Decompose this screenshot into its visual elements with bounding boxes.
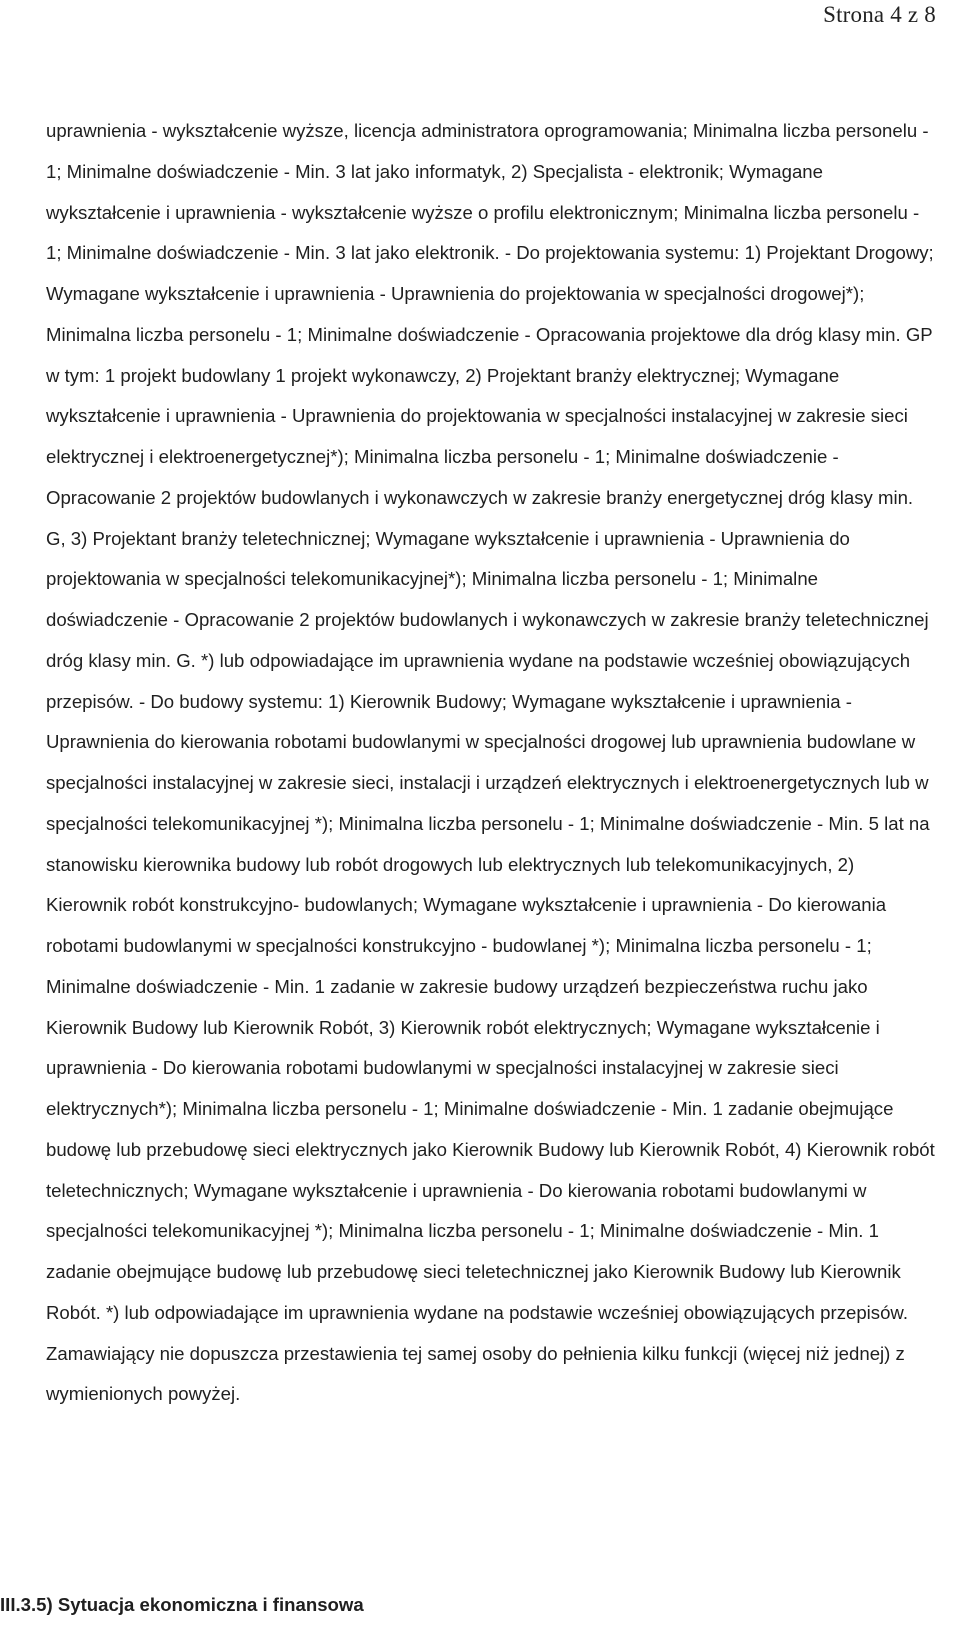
page-number-label: Strona 4 z 8 [823,2,936,27]
body-paragraph: uprawnienia - wykształcenie wyższe, licencja administratora oprogramowania; Minimalna liczba personelu - 1; Minimalne doświadczenie - Min. 3 lat jako informatyk, 2) Specjalista - elektronik; Wymagane wykształcenie i uprawnienia - wykształcenie wyższe o profilu elektronicznym; Minimalna liczba personelu - 1; Minimalne doświadczenie - Min. 3 lat jako elektronik. - Do projektowania systemu: 1) Projektant Drogowy; Wymagane wykształcenie i uprawnienia - Uprawnienia do projektowania w specjalności drogowej*); Minimalna liczba personelu - 1; Minimalne doświadczenie - Opracowania projektowe dla dróg klasy min. GP w tym: 1 projekt budowlany 1 projekt wykonawczy, 2) Projektant branży elektrycznej; Wymagane wykształcenie i uprawnienia - Uprawnienia do projektowania w specjalności instalacyjnej w zakresie sieci elektrycznej i elektroenergetycznej*); Minimalna liczba personelu - 1; Minimalne doświadczenie - Opracowanie 2 projektów budowlanych i wykonawczych w zakresie branży energetycznej dróg klasy min. G, 3) Projektant branży teletechnicznej; Wymagane wykształcenie i uprawnienia - Uprawnienia do projektowania w specjalności telekomunikacyjnej*); Minimalna liczba personelu - 1; Minimalne doświadczenie - Opracowanie 2 projektów budowlanych i wykonawczych w zakresie branży teletechnicznej dróg klasy min. G. *) lub odpowiadające im uprawnienia wydane na podstawie wcześniej obowiązujących przepisów. - Do budowy systemu: 1) Kierownik Budowy; Wymagane wykształcenie i uprawnienia - Uprawnienia do kierowania robotami budowlanymi w specjalności drogowej lub uprawnienia budowlane w specjalności instalacyjnej w zakresie sieci, instalacji i urządzeń elektrycznych i elektroenergetycznych lub w specjalności telekomunikacyjnej *); Minimalna liczba personelu - 1; Minimalne doświadczenie - Min. 5 lat na stanowisku kierownika budowy lub robót drogowych lub elektrycznych lub telekomunikacyjnych, 2) Kierownik robót konstrukcyjno- budowlanych; Wymagane wykształcenie i uprawnienia - Do kierowania robotami budowlanymi w specjalności konstrukcyjno - budowlanej *); Minimalna liczba personelu - 1; Minimalne doświadczenie - Min. 1 zadanie w zakresie budowy urządzeń bezpieczeństwa ruchu jako Kierownik Budowy lub Kierownik Robót, 3) Kierownik robót elektrycznych; Wymagane wykształcenie i uprawnienia - Do kierowania robotami budowlanymi w specjalności instalacyjnej w zakresie sieci elektrycznych*); Minimalna liczba personelu - 1; Minimalne doświadczenie - Min. 1 zadanie obejmujące budowę lub przebudowę sieci elektrycznych jako Kierownik Budowy lub Kierownik Robót, 4) Kierownik robót teletechnicznych; Wymagane wykształcenie i uprawnienia - Do kierowania robotami budowlanymi w specjalności telekomunikacyjnej *); Minimalna liczba personelu - 1; Minimalne doświadczenie - Min. 1 zadanie obejmujące budowę lub przebudowę sieci teletechnicznej jako Kierownik Budowy lub Kierownik Robót. *) lub odpowiadające im uprawnienia wydane na podstawie wcześniej obowiązujących przepisów. Zamawiający nie dopuszcza przestawienia tej samej osoby do pełnienia kilku funkcji (więcej niż jednej) z wymienionych powyżej. [46,120,935,1405]
section-heading: III.3.5) Sytuacja ekonomiczna i finansowa [0,1594,364,1615]
